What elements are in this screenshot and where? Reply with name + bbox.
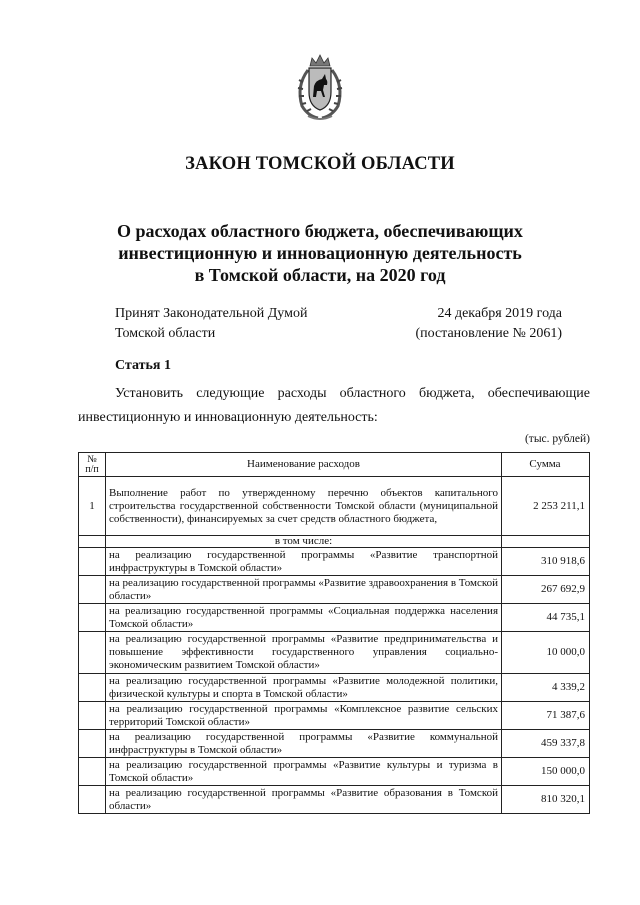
adoption-date-line: 24 декабря 2019 года <box>437 306 562 321</box>
row-name: на реализацию государственной программы «Развитие транспортной инфраструктуры в Томской области» <box>106 548 502 576</box>
law-subject-line-2: инвестиционную и инновационную деятельность <box>118 243 522 263</box>
article-title: Статья 1 <box>115 358 171 373</box>
table-row <box>79 730 590 758</box>
law-subject <box>0 220 640 286</box>
row-sum: 150 000,0 <box>502 758 590 786</box>
table-row <box>79 548 590 576</box>
table-row-including <box>79 536 590 548</box>
table-header-row <box>79 453 590 477</box>
row-sum: 267 692,9 <box>502 576 590 604</box>
row-name: на реализацию государственной программы «Развитие образования в Томской области» <box>106 786 502 814</box>
row-sum: 459 337,8 <box>502 730 590 758</box>
table-row-main <box>79 477 590 536</box>
row-main-name: Выполнение работ по утвержденному перечню объектов капитального строительства государственной собственности Томской области (муниципальной собственности), финансируемых за счет средств областного бюджета, <box>106 477 502 536</box>
law-title: ЗАКОН ТОМСКОЙ ОБЛАСТИ <box>185 154 455 174</box>
row-name: на реализацию государственной программы «Социальная поддержка населения Томской области» <box>106 604 502 632</box>
row-name: на реализацию государственной программы «Развитие здравоохранения в Томской области» <box>106 576 502 604</box>
adoption-body <box>115 304 307 344</box>
table-row <box>79 632 590 674</box>
expenses-table <box>78 452 590 814</box>
row-sum: 310 918,6 <box>502 548 590 576</box>
article-text: Установить следующие расходы областного бюджета, обеспечивающие инвестиционную и инновационную деятельность: <box>78 386 590 425</box>
row-sum: 4 339,2 <box>502 674 590 702</box>
including-label: в том числе: <box>106 536 502 548</box>
row-sum: 71 387,6 <box>502 702 590 730</box>
table-row <box>79 604 590 632</box>
row-main-sum: 2 253 211,1 <box>502 477 590 536</box>
law-subject-line-1: О расходах областного бюджета, обеспечивающих <box>117 221 523 241</box>
row-name: на реализацию государственной программы «Комплексное развитие сельских территорий Томской области» <box>106 702 502 730</box>
table-row <box>79 702 590 730</box>
law-subject-line-3: в Томской области, на 2020 год <box>194 265 446 285</box>
table-row <box>79 674 590 702</box>
table-row <box>79 576 590 604</box>
row-main-num: 1 <box>79 477 106 536</box>
table-row <box>79 786 590 814</box>
coat-of-arms-icon <box>294 52 346 124</box>
adoption-resolution-line: (постановление № 2061) <box>415 326 562 341</box>
row-name: на реализацию государственной программы «Развитие молодежной политики, физической культуры и спорта в Томской области» <box>106 674 502 702</box>
row-name: на реализацию государственной программы «Развитие предпринимательства и повышение эффективности государственного управления социально-экономическим развитием Томской области» <box>106 632 502 674</box>
row-sum: 44 735,1 <box>502 604 590 632</box>
units-note: (тыс. рублей) <box>524 433 590 445</box>
adoption-body-line-1: Принят Законодательной Думой <box>115 306 308 321</box>
adoption-body-line-2: Томской области <box>115 326 216 341</box>
col-header-name: Наименование расходов <box>106 453 502 477</box>
adoption-date <box>415 304 562 344</box>
row-name: на реализацию государственной программы «Развитие коммунальной инфраструктуры в Томской области» <box>106 730 502 758</box>
col-header-sum: Сумма <box>502 453 590 477</box>
row-sum: 10 000,0 <box>502 632 590 674</box>
col-header-num: № п/п <box>79 453 106 477</box>
table-row <box>79 758 590 786</box>
row-sum: 810 320,1 <box>502 786 590 814</box>
row-name: на реализацию государственной программы «Развитие культуры и туризма в Томской области» <box>106 758 502 786</box>
